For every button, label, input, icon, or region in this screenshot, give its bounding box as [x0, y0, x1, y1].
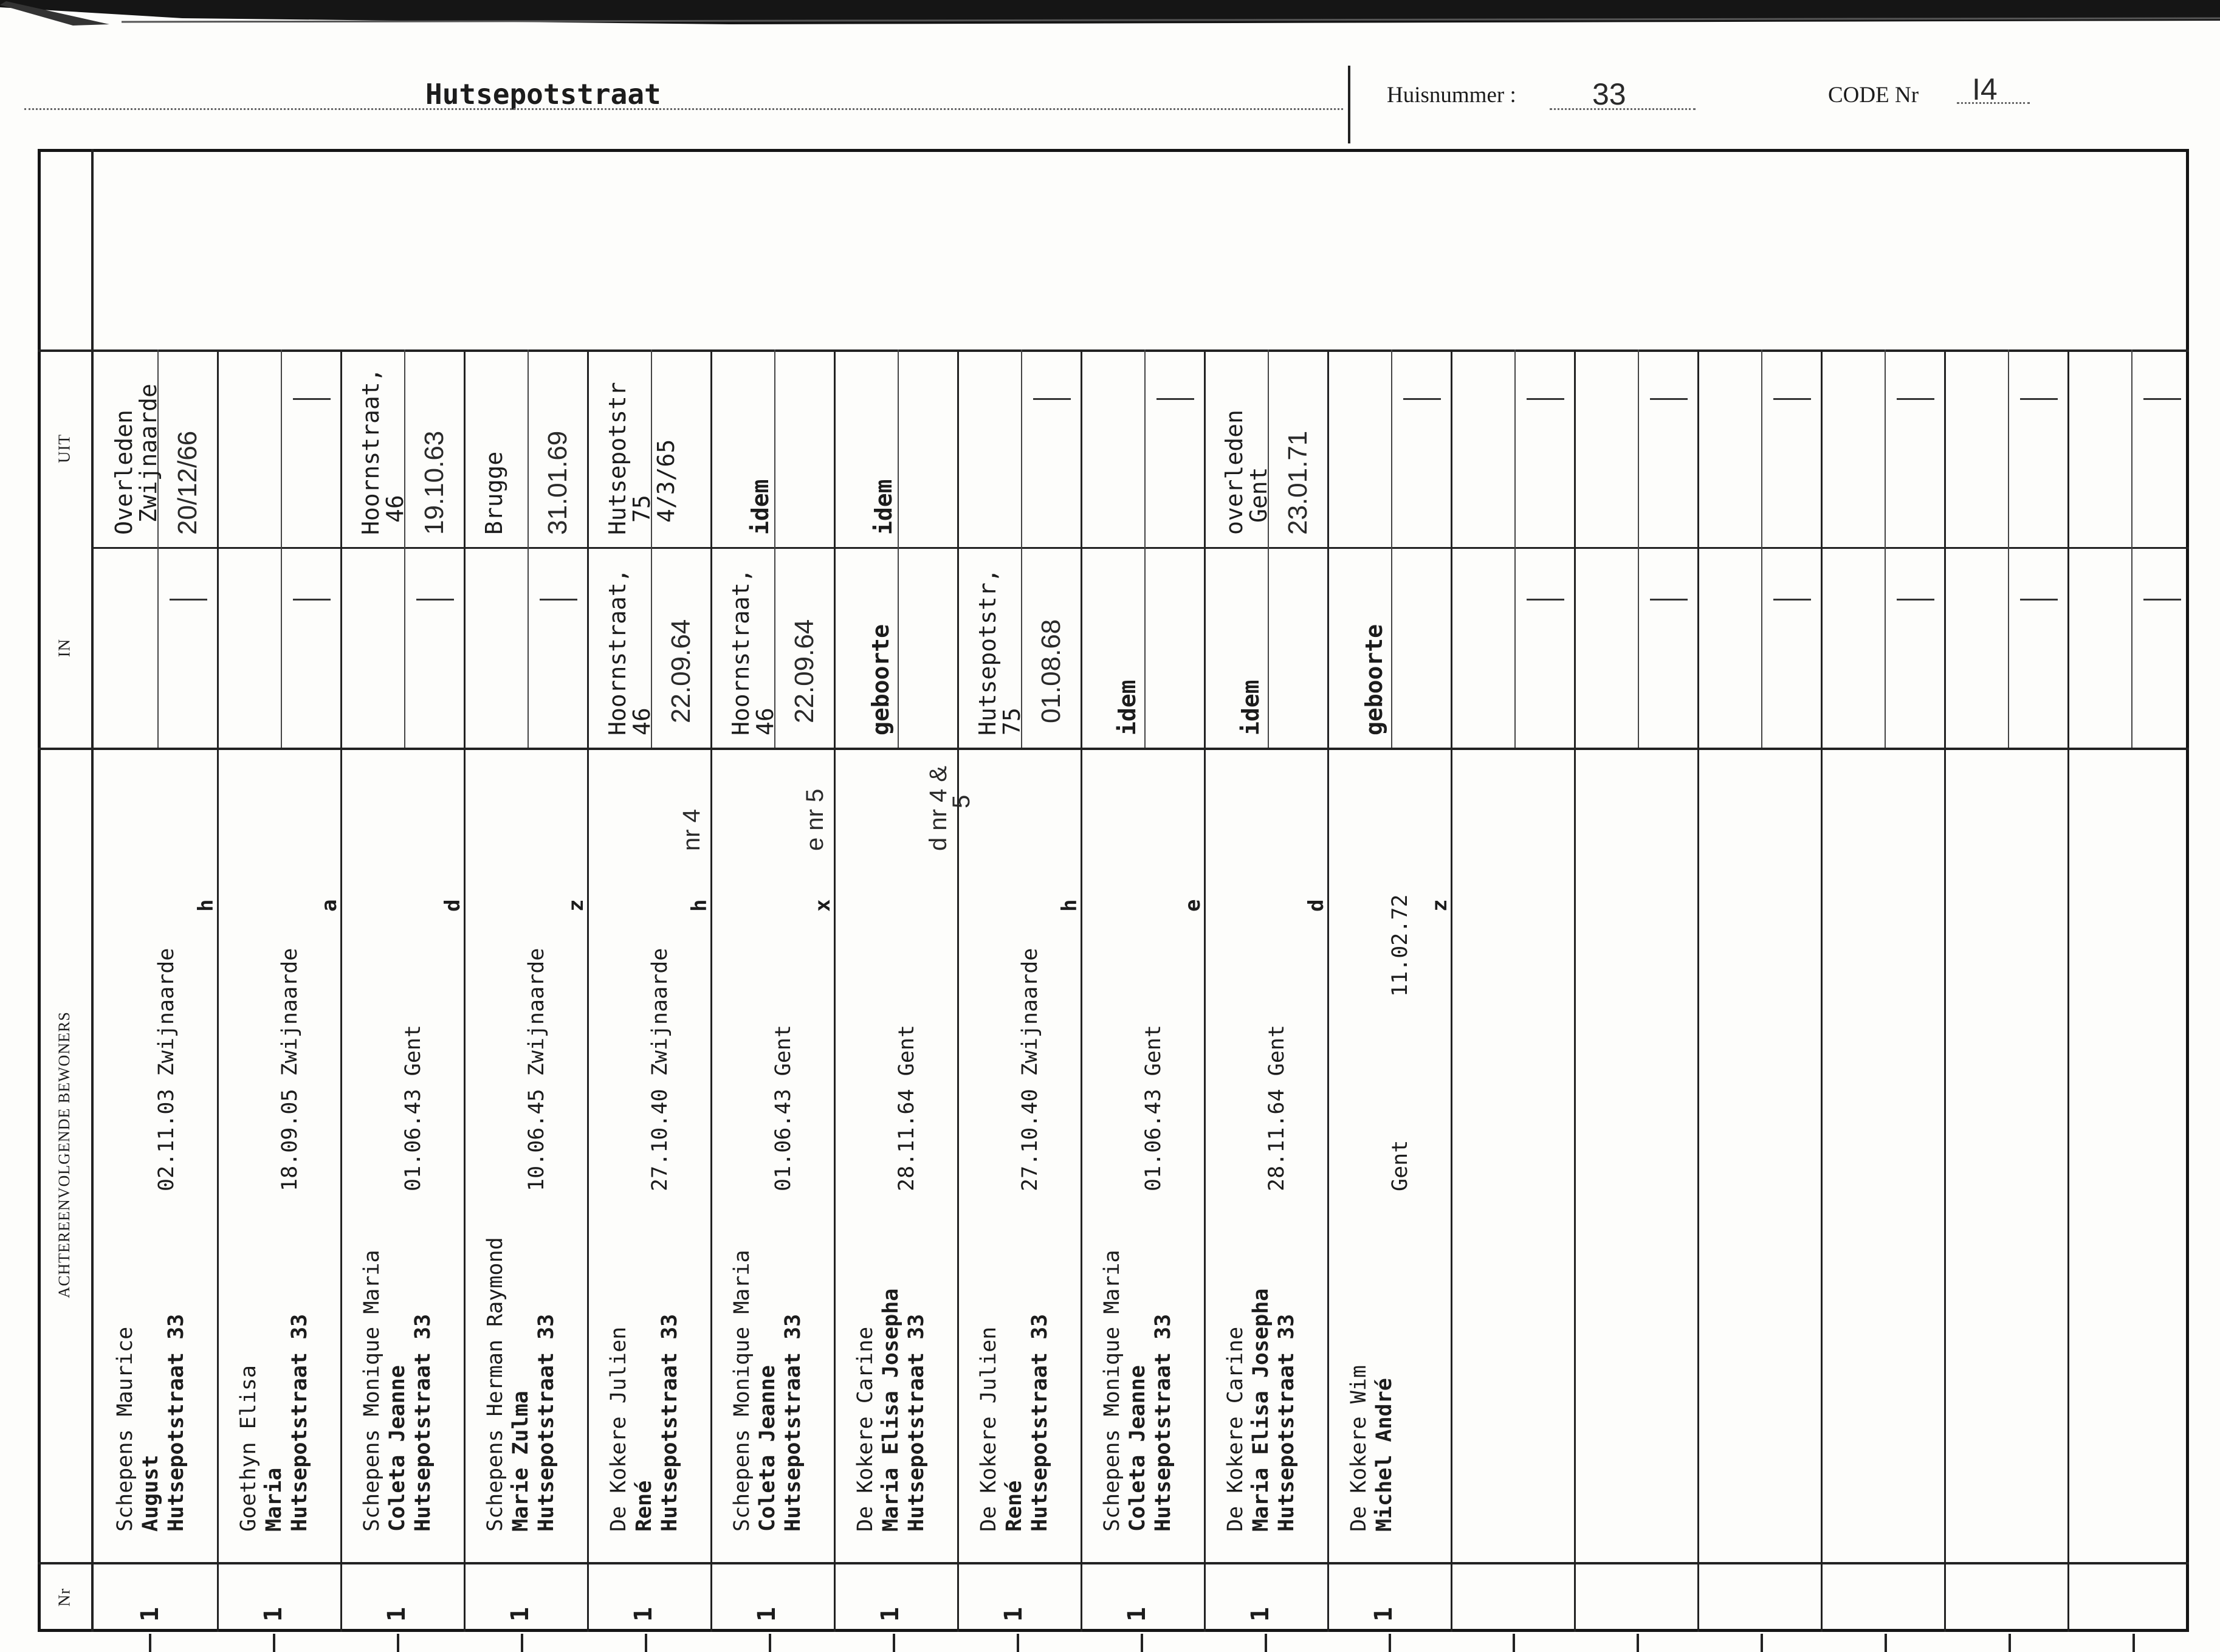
- uit-entry-text: Gent: [1245, 467, 1272, 523]
- cross-reference-text: e nr 5: [802, 788, 828, 851]
- entry-number-text: 1: [630, 1606, 658, 1622]
- status-mark-text: e: [1181, 899, 1205, 912]
- in-subdivider: [1514, 547, 1516, 748]
- resident-name-line-text: Hutsepotstraat 33: [781, 1313, 805, 1532]
- birth-info-text: 01.06.43 Gent: [1141, 1025, 1166, 1191]
- in-subdivider: [157, 547, 159, 748]
- column-divider: [834, 349, 836, 1632]
- entry-number-text: 1: [1123, 1606, 1151, 1622]
- resident-name-line-text: Hutsepotstraat 33: [1151, 1313, 1175, 1532]
- entry-number-text: 1: [506, 1606, 534, 1622]
- code-label: CODE Nr: [1828, 83, 1919, 108]
- uit-subdivider: [1761, 349, 1762, 547]
- in-entry-text: Hoornstraat,: [604, 568, 631, 735]
- uit-entry-text: 4/3/65: [653, 439, 679, 523]
- column-divider: [2067, 349, 2069, 1632]
- birth-info-text: 27.10.40 Zwijnaarde: [648, 948, 672, 1191]
- resident-name-line-text: Hutsepotstraat 33: [287, 1313, 312, 1532]
- uit-subdivider: [281, 349, 282, 547]
- uit-subdivider: [1391, 349, 1392, 547]
- in-entry-text: 01.08.68: [1036, 619, 1066, 723]
- resident-name-line-text: De Kokere Julien: [607, 1326, 631, 1532]
- uit-entry-text: 31.01.69: [543, 430, 572, 535]
- status-mark-text: z: [564, 899, 588, 912]
- in-entry-text: 22.09.64: [789, 619, 819, 723]
- in-subdivider: [528, 547, 529, 748]
- bottom-tick: [149, 1634, 151, 1652]
- label-nr: Nr: [55, 1588, 74, 1607]
- uit-empty-dash: [1156, 398, 1194, 400]
- residents-top-line: [38, 748, 2189, 750]
- in-subdivider: [281, 547, 282, 748]
- in-empty-dash: [1773, 599, 1811, 601]
- uit-subdivider: [1638, 349, 1639, 547]
- bottom-tick: [1761, 1634, 1763, 1652]
- birth-info-text: 10.06.45 Zwijnaarde: [524, 948, 549, 1191]
- column-divider: [1821, 349, 1823, 1632]
- birth-date-text: 11.02.72: [1388, 894, 1412, 997]
- uit-entry-text: overleden: [1221, 410, 1248, 535]
- in-empty-dash: [1527, 599, 1564, 601]
- resident-name-line-text: Hutsepotstraat 33: [904, 1313, 929, 1532]
- column-divider: [587, 349, 589, 1632]
- street-name: Hutsepotstraat: [425, 78, 661, 111]
- in-entry-text: Hutsepotstr,: [974, 568, 1001, 735]
- birth-info-text: 18.09.05 Zwijnaarde: [278, 948, 302, 1191]
- in-entry-text: 46: [628, 707, 655, 735]
- entry-number-text: 1: [383, 1606, 411, 1622]
- uit-entry-text: Hutsepotstr: [604, 382, 631, 535]
- cross-reference-text: d nr 4 &: [925, 765, 952, 851]
- resident-name-line-text: De Kokere Wim: [1347, 1365, 1371, 1532]
- birth-info-text: Gent: [1388, 1140, 1412, 1191]
- column-divider: [710, 349, 712, 1632]
- in-entry-text: 75: [998, 707, 1025, 735]
- status-mark-text: d: [441, 899, 465, 912]
- in-entry-text: geboorte: [1361, 624, 1387, 735]
- status-mark-text: x: [811, 899, 835, 912]
- uit-entry-text: Overleden: [111, 410, 137, 535]
- bottom-tick: [397, 1634, 399, 1652]
- resident-name-line-text: René: [632, 1480, 656, 1532]
- resident-name-line-text: Marie Zulma: [509, 1391, 533, 1532]
- bottom-tick: [1389, 1634, 1391, 1652]
- birth-info-text: 28.11.64 Gent: [895, 1025, 919, 1191]
- label-residents: ACHTEREENVOLGENDE BEWONERS: [55, 1011, 73, 1298]
- scan-top-band: [0, 0, 2220, 32]
- entry-number-text: 1: [136, 1606, 164, 1622]
- status-mark-text: d: [1304, 899, 1328, 912]
- birth-info-text: 01.06.43 Gent: [401, 1025, 425, 1191]
- uit-subdivider: [898, 349, 899, 547]
- code-dotted-line: [1957, 102, 2030, 104]
- column-divider: [1204, 349, 1206, 1632]
- in-empty-dash: [1897, 599, 1934, 601]
- birth-info-text: 01.06.43 Gent: [771, 1025, 796, 1191]
- uit-empty-dash: [293, 398, 331, 400]
- uit-entry-text: Brugge: [481, 451, 507, 535]
- house-number-value: 33: [1592, 77, 1626, 111]
- resident-name-line-text: Michel André: [1372, 1378, 1397, 1532]
- bottom-tick: [645, 1634, 647, 1652]
- bottom-tick: [1637, 1634, 1639, 1652]
- uit-entry-text: 20/12/66: [173, 430, 202, 535]
- uit-subdivider: [1021, 349, 1022, 547]
- in-empty-dash: [293, 599, 331, 601]
- in-subdivider: [1391, 547, 1392, 748]
- bottom-tick: [1513, 1634, 1515, 1652]
- resident-name-line-text: Schepens Herman Raymond: [483, 1237, 507, 1532]
- in-empty-dash: [170, 599, 207, 601]
- resident-name-line-text: Hutsepotstraat 33: [658, 1313, 682, 1532]
- bottom-tick: [2132, 1634, 2135, 1652]
- in-subdivider: [1761, 547, 1762, 748]
- column-divider: [957, 349, 959, 1632]
- in-subdivider: [1638, 547, 1639, 748]
- entry-number-text: 1: [1246, 1606, 1274, 1622]
- uit-entry-text: Hoornstraat,: [357, 368, 384, 535]
- in-entry-text: Hoornstraat,: [727, 568, 754, 735]
- house-number-dotted-line: [1550, 108, 1696, 110]
- uit-subdivider: [1144, 349, 1146, 547]
- code-value: I4: [1972, 72, 1998, 106]
- column-divider: [1944, 349, 1946, 1632]
- resident-name-line-text: Schepens Monique Maria: [360, 1250, 384, 1532]
- uit-entry-text: 46: [382, 495, 408, 523]
- in-subdivider: [404, 547, 405, 748]
- resident-name-line-text: Hutsepotstraat 33: [1028, 1313, 1052, 1532]
- in-empty-dash: [2143, 599, 2181, 601]
- resident-name-line-text: De Kokere Carine: [853, 1326, 878, 1532]
- entry-number-text: 1: [876, 1606, 904, 1622]
- cross-reference-text: nr 4: [678, 809, 705, 851]
- bottom-tick: [769, 1634, 771, 1652]
- label-in: IN: [55, 638, 74, 658]
- resident-name-line-text: Hutsepotstraat 33: [534, 1313, 558, 1532]
- entry-number-text: 1: [1000, 1606, 1028, 1622]
- house-number-label: Huisnummer :: [1387, 83, 1516, 108]
- resident-name-line-text: Schepens Maurice: [113, 1326, 137, 1532]
- resident-name-line-text: August: [139, 1454, 163, 1532]
- resident-name-line-text: Hutsepotstraat 33: [411, 1313, 435, 1532]
- in-entry-text: idem: [1114, 680, 1141, 735]
- uit-entry-text: 23.01.71: [1283, 430, 1313, 535]
- bottom-tick: [1265, 1634, 1267, 1652]
- bottom-tick: [893, 1634, 895, 1652]
- resident-name-line-text: Hutsepotstraat 33: [164, 1313, 188, 1532]
- uit-entry-text: Zwijnaarde: [135, 384, 162, 523]
- birth-info-text: 02.11.03 Zwijnaarde: [154, 948, 179, 1191]
- uit-empty-dash: [2143, 398, 2181, 400]
- uit-empty-dash: [1527, 398, 1564, 400]
- status-mark-text: h: [1057, 899, 1082, 912]
- entry-number-text: 1: [259, 1606, 287, 1622]
- uit-empty-dash: [1650, 398, 1688, 400]
- status-mark-text: a: [317, 899, 342, 912]
- resident-name-line-text: De Kokere Carine: [1223, 1326, 1248, 1532]
- in-subdivider: [898, 547, 899, 748]
- in-entry-text: idem: [1237, 680, 1264, 735]
- uit-subdivider: [2008, 349, 2009, 547]
- status-mark-text: h: [687, 899, 712, 912]
- in-subdivider: [2131, 547, 2132, 748]
- nr-top-line: [38, 1562, 2189, 1564]
- bottom-tick: [1885, 1634, 1887, 1652]
- resident-name-line-text: Schepens Monique Maria: [1100, 1250, 1124, 1532]
- column-divider: [464, 349, 466, 1632]
- column-divider: [1451, 349, 1452, 1632]
- bottom-tick: [2009, 1634, 2011, 1652]
- resident-name-line-text: De Kokere Julien: [977, 1326, 1001, 1532]
- resident-name-line-text: Maria Elisa Josepha: [1249, 1288, 1273, 1532]
- column-divider: [1697, 349, 1699, 1632]
- in-subdivider: [1144, 547, 1146, 748]
- bottom-tick: [1141, 1634, 1143, 1652]
- uit-subdivider: [2131, 349, 2132, 547]
- column-divider: [1327, 349, 1329, 1632]
- bottom-tick: [1017, 1634, 1019, 1652]
- resident-name-line-text: Maria Elisa Josepha: [879, 1288, 903, 1532]
- in-empty-dash: [540, 599, 577, 601]
- in-subdivider: [1885, 547, 1886, 748]
- in-empty-dash: [416, 599, 454, 601]
- in-uit-line: [91, 547, 2189, 549]
- uit-empty-dash: [1773, 398, 1811, 400]
- column-divider: [1574, 349, 1576, 1632]
- uit-top-line: [38, 349, 2189, 352]
- column-divider: [340, 349, 342, 1632]
- uit-subdivider: [1885, 349, 1886, 547]
- birth-info-text: 27.10.40 Zwijnaarde: [1018, 948, 1042, 1191]
- status-mark-text: h: [194, 899, 218, 912]
- uit-empty-dash: [1033, 398, 1071, 400]
- resident-name-line-text: René: [1002, 1480, 1026, 1532]
- entry-number-text: 1: [753, 1606, 781, 1622]
- entry-number-text: 1: [1370, 1606, 1398, 1622]
- uit-entry-text: idem: [870, 479, 897, 535]
- uit-entry-text: 75: [628, 495, 655, 523]
- uit-empty-dash: [1403, 398, 1441, 400]
- in-entry-text: 46: [752, 707, 778, 735]
- in-empty-dash: [1650, 599, 1688, 601]
- uit-subdivider: [528, 349, 529, 547]
- in-subdivider: [1268, 547, 1269, 748]
- birth-info-text: 28.11.64 Gent: [1265, 1025, 1289, 1191]
- uit-subdivider: [774, 349, 775, 547]
- resident-name-line-text: Coleta Jeanne: [1125, 1365, 1150, 1532]
- label-uit: UIT: [55, 434, 74, 463]
- resident-name-line-text: Schepens Monique Maria: [730, 1250, 754, 1532]
- uit-entry-text: idem: [747, 479, 774, 535]
- uit-empty-dash: [2020, 398, 2058, 400]
- uit-subdivider: [1514, 349, 1516, 547]
- column-divider: [1081, 349, 1082, 1632]
- resident-name-line-text: Goethyn Elisa: [236, 1365, 261, 1532]
- resident-name-line-text: Coleta Jeanne: [385, 1365, 410, 1532]
- in-subdivider: [2008, 547, 2009, 748]
- bottom-tick: [273, 1634, 275, 1652]
- status-mark-text: z: [1428, 899, 1452, 912]
- uit-entry-text: 19.10.63: [419, 430, 449, 535]
- resident-name-line-text: Hutsepotstraat 33: [1274, 1313, 1299, 1532]
- column-divider: [217, 349, 219, 1632]
- in-entry-text: geboorte: [867, 624, 894, 735]
- in-empty-dash: [2020, 599, 2058, 601]
- uit-empty-dash: [1897, 398, 1934, 400]
- resident-name-line-text: Coleta Jeanne: [755, 1365, 780, 1532]
- bottom-tick: [521, 1634, 523, 1652]
- label-column-line: [91, 149, 94, 1632]
- resident-name-line-text: Maria: [262, 1467, 286, 1532]
- street-dotted-line: [24, 108, 1343, 110]
- cross-reference-2-text: 5: [948, 794, 975, 808]
- in-entry-text: 22.09.64: [666, 619, 696, 723]
- header-divider: [1348, 66, 1350, 143]
